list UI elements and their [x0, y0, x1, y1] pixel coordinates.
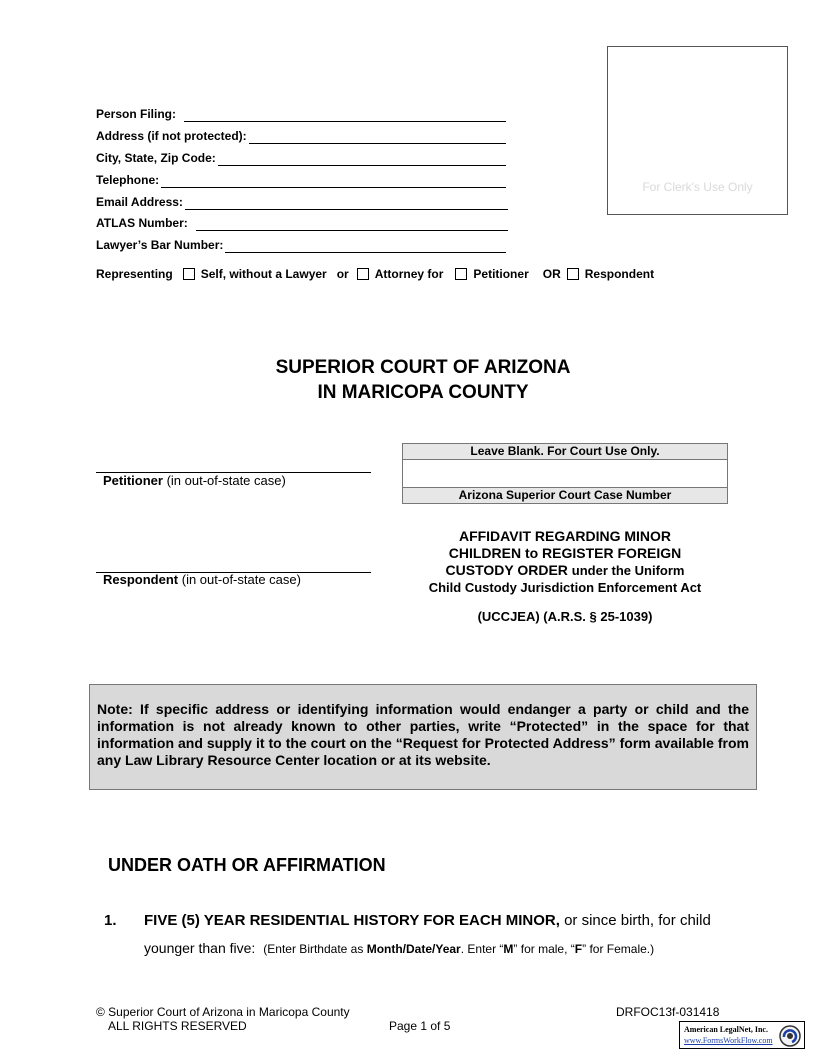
petitioner-label-bold: Petitioner — [103, 473, 163, 488]
affidavit-line4: Child Custody Jurisdiction Enforcement Act — [428, 580, 702, 595]
instr-d: ” for male, “ — [513, 942, 575, 956]
representing-label: Representing — [96, 267, 173, 281]
field-label: Person Filing: — [96, 107, 177, 121]
self-label: Self, without a Lawyer — [200, 267, 327, 281]
logo-website[interactable]: www.FormsWorkFlow.com — [684, 1036, 773, 1045]
logo-swirl-icon — [778, 1024, 802, 1048]
oath-heading: UNDER OATH OR AFFIRMATION — [108, 855, 386, 875]
field-input-line[interactable] — [184, 108, 506, 122]
field-label: ATLAS Number: — [96, 216, 188, 230]
field-input-line[interactable] — [161, 174, 506, 188]
publisher-logo — [679, 1021, 805, 1049]
petitioner-checkbox[interactable] — [455, 268, 467, 280]
address-field[interactable] — [96, 128, 506, 144]
footer-form-code: DRFOC13f-031418 — [616, 1005, 720, 1019]
statute-reference: (UCCJEA) (A.R.S. § 25-1039) — [477, 609, 653, 624]
affidavit-line3b: under the Uniform — [571, 563, 685, 578]
affidavit-title — [402, 528, 728, 596]
person-filing-field[interactable] — [96, 106, 506, 122]
instr-date-format: Month/Date/Year — [366, 942, 461, 956]
case-box-footer: Arizona Superior Court Case Number — [403, 487, 727, 503]
court-title — [0, 355, 816, 405]
affidavit-line1: AFFIDAVIT REGARDING MINOR — [458, 528, 672, 544]
field-input-line[interactable] — [185, 196, 508, 210]
field-label: Lawyer’s Bar Number: — [96, 238, 224, 252]
footer-rights: ALL RIGHTS RESERVED — [108, 1019, 247, 1033]
or-text: or — [336, 267, 349, 281]
logo-company: American LegalNet, Inc. — [684, 1025, 768, 1034]
respondent-checkbox[interactable] — [567, 268, 579, 280]
attorney-label: Attorney for — [374, 267, 444, 281]
instr-male: M — [503, 942, 514, 956]
note-text: Note: If specific address or identifying information would endanger a party or child and the information is not already known to other parties, write “Protected” in the space for that information and supply it to the court on the “Request for Protected Address” form available from any Law Library Resource Center location or at its website. — [97, 701, 749, 768]
footer-copyright: © Superior Court of Arizona in Maricopa County — [96, 1005, 350, 1019]
note-box — [89, 684, 757, 790]
item-line2-text: younger than five: — [144, 940, 256, 956]
instr-e: ” for Female.) — [582, 942, 655, 956]
field-input-line[interactable] — [218, 152, 506, 166]
item-title — [144, 912, 711, 929]
affidavit-line2: CHILDREN to REGISTER FOREIGN — [448, 545, 682, 561]
respondent-label: Respondent — [584, 267, 655, 281]
respondent-label-bold: Respondent — [103, 572, 179, 587]
field-label: Email Address: — [96, 195, 183, 209]
petitioner-label-note: (in out-of-state case) — [166, 473, 286, 488]
case-number-box — [402, 443, 728, 504]
clerk-use-text: For Clerk's Use Only — [642, 180, 753, 194]
instruction-text — [263, 942, 654, 956]
field-label: City, State, Zip Code: — [96, 151, 216, 165]
or-text-upper: OR — [542, 267, 561, 281]
telephone-field[interactable] — [96, 172, 506, 188]
item-title-rest: or since birth, for child — [564, 912, 711, 929]
field-input-line[interactable] — [225, 239, 506, 253]
self-checkbox[interactable] — [183, 268, 195, 280]
field-input-line[interactable] — [196, 217, 508, 231]
affidavit-line3 — [402, 562, 728, 579]
footer-page-number: Page 1 of 5 — [389, 1019, 451, 1033]
atlas-number-field[interactable] — [96, 215, 508, 231]
case-box-header: Leave Blank. For Court Use Only. — [403, 444, 727, 460]
field-input-line[interactable] — [249, 130, 506, 144]
city-state-zip-field[interactable] — [96, 150, 506, 166]
bar-number-field[interactable] — [96, 237, 506, 253]
item-instructions — [144, 940, 654, 956]
clerk-use-box — [607, 46, 788, 215]
affidavit-line3a: CUSTODY ORDER — [445, 562, 568, 578]
instr-c: . Enter “ — [460, 942, 504, 956]
field-label: Telephone: — [96, 173, 160, 187]
instr-female: F — [574, 942, 583, 956]
item-number: 1. — [104, 912, 117, 929]
court-title-line1: SUPERIOR COURT OF ARIZONA — [275, 357, 571, 378]
item-title-bold: FIVE (5) YEAR RESIDENTIAL HISTORY FOR EACH MINOR, — [144, 912, 560, 929]
respondent-label — [103, 572, 301, 587]
representing-row — [96, 267, 654, 281]
email-field[interactable] — [96, 194, 508, 210]
instr-a: (Enter Birthdate as — [263, 942, 364, 956]
field-label: Address (if not protected): — [96, 129, 247, 143]
attorney-checkbox[interactable] — [357, 268, 369, 280]
petitioner-label — [103, 473, 286, 488]
respondent-label-note: (in out-of-state case) — [181, 572, 301, 587]
petitioner-label: Petitioner — [473, 267, 529, 281]
court-title-line2: IN MARICOPA COUNTY — [317, 382, 529, 403]
